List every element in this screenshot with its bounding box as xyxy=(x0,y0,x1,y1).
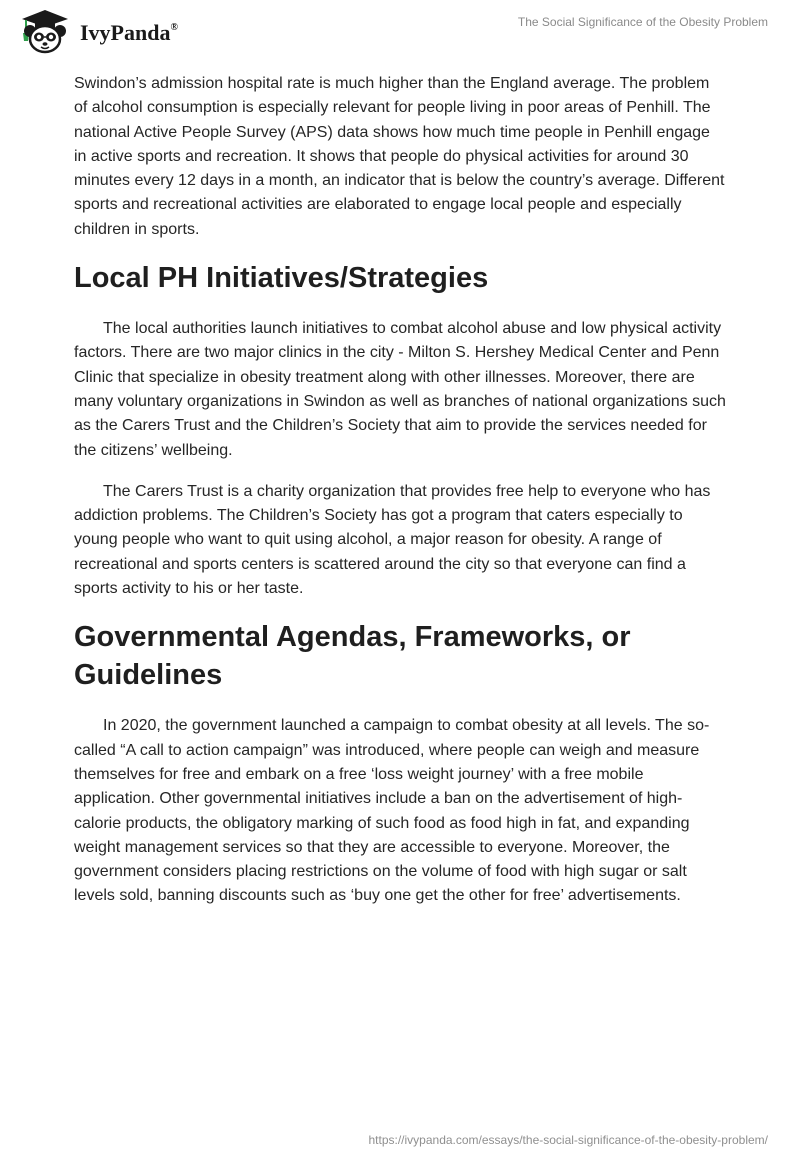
document-title: The Social Significance of the Obesity Problem xyxy=(517,15,768,29)
section-heading-governmental-agendas: Governmental Agendas, Frameworks, or Guidelines xyxy=(74,621,631,692)
section-heading-local-initiatives: Local PH Initiatives/Strategies xyxy=(74,262,489,295)
page-header xyxy=(0,0,800,62)
panda-graduate-icon xyxy=(14,7,76,55)
brand-logo[interactable] xyxy=(14,7,178,55)
paragraph: The Carers Trust is a charity organization that provides free help to everyone who has addiction problems. The Children’s Society has got a program that caters especially to young people who want to quit using alcohol, a major reason for obesity. A range of recreational and sports centers is scattered around the city so that everyone can find a sports activity to his or her taste. xyxy=(74,482,711,598)
registered-mark: ® xyxy=(170,21,178,33)
paragraph: The local authorities launch initiatives to combat alcohol abuse and low physical activity factors. There are two major clinics in the city - Milton S. Hershey Medical Center and Penn Clinic that specialize in obesity treatment along with other illnesses. Moreover, there are many voluntary organizations in Swindon as well as branches of national organizations such as the Carers Trust and the Children’s Society that aim to provide the services needed for the citizens’ wellbeing. xyxy=(74,320,726,459)
essay-body xyxy=(74,72,726,926)
source-url[interactable]: https://ivypanda.com/essays/the-social-significance-of-the-obesity-problem/ xyxy=(368,1133,768,1147)
intro-paragraph: Swindon’s admission hospital rate is much higher than the England average. The problem of alcohol consumption is especially relevant for people living in poor areas of Penhill. The national Active People Survey (APS) data shows how much time people in Penhill engage in active sports and recreation. It shows that people do physical activities for around 30 minutes every 12 days in a month, an indicator that is below the country’s average. Different sports and recreational activities are elaborated to engage local people and especially children in sports. xyxy=(74,75,725,238)
paragraph: In 2020, the government launched a campaign to combat obesity at all levels. The so-called “A call to action campaign” was introduced, where people can weigh and measure themselves for free and embark on a free ‘loss weight journey’ with a free mobile application. Other governmental initiatives include a ban on the advertisement of high-calorie products, the obligatory marking of such food as food high in fat, and expanding weight management services so that they are accessible to everyone. Moreover, the government considers placing restrictions on the volume of food with high sugar or salt levels sold, banning discounts such as ‘buy one get the other for free’ advertisements. xyxy=(74,717,710,905)
brand-name: IvyPanda xyxy=(80,20,171,45)
